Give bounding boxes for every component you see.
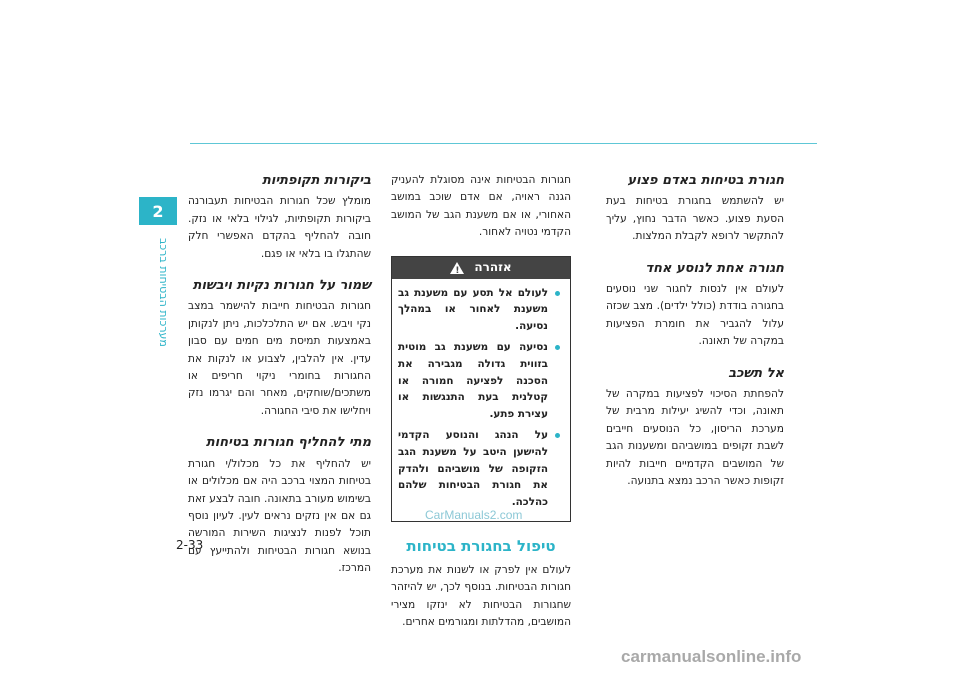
- column-left: [188, 172, 371, 578]
- heading-keep-clean-dry: שמור על חגורות נקיות ויבשות: [192, 278, 371, 294]
- warning-header: [392, 257, 570, 279]
- warning-triangle-icon: [450, 262, 464, 274]
- heading-one-belt-one-person: חגורה אחת לנוסע אחד: [645, 260, 784, 276]
- heading-do-not-lie-down: אל תשכב: [728, 365, 784, 381]
- paragraph-one-belt-one-person: לעולם אין לנסות לחגור שני נוסעים בחגורה בודדת (כולל ילדים). מצב שכזה עלול להגביר את חומרת הפציעות במקרה של תאונה.: [606, 283, 784, 348]
- warning-box: [391, 256, 571, 523]
- paragraph-periodic-inspection: מומלץ שכל חגורות הבטיחות תעבורנה ביקורות תקופתיות, לגילוי בלאי או נזק. חובה להחליף בהקדם האפשרי חלק שהתגלו בו בלאי או פגם.: [188, 195, 371, 260]
- paragraph-keep-clean-dry: חגורות הבטיחות חייבות להישמר במצב נקי ויבש. אם יש התלכלכות, ניתן לנקותן באמצעות תמיסת מים חמים עם סבון עדין. אין להלבין, לצבוע או לנקות את החגורות בחומרי ניקוי חריפים או משתכים/שוחקים, מאחר והם יגרמו נזק ויחלישו את סיבי החגורה.: [188, 300, 371, 417]
- warning-list: [392, 279, 570, 522]
- heading-belt-care: טיפול בחגורת בטיחות: [406, 537, 556, 556]
- warning-title: אזהרה: [474, 259, 512, 274]
- paragraph-injured-person: יש להשתמש בחגורת בטיחות בעת הסעת פצוע. כאשר הדבר נחוץ, עליך להתקשר לרופא לקבלת המלצות.: [606, 195, 784, 243]
- watermark-carmanuals2: CarManuals2.com: [425, 508, 523, 522]
- paragraph-reclined-seat: חגורות הבטיחות אינה מסוגלת להעניק הגנה ראויה, אם אדם שוכב במושב האחורי, או אם משענת הגב של המושב הקדמי נטויה לאחור.: [391, 174, 571, 239]
- chapter-title-vertical: מערכות הבטיחות ברכב: [157, 238, 170, 347]
- warning-item: על הנהג והנוסע הקדמי להישען היטב על משענת הגב הזקופה של מושביהם ולהדק את חגורת הבטיחות שלהם כהלכה.: [398, 427, 562, 510]
- heading-periodic-inspection: ביקורות תקופתיות: [261, 173, 371, 188]
- chapter-number-tab: 2: [139, 197, 177, 225]
- heading-when-to-replace: מתי להחליף חגורות בטיחות: [205, 435, 371, 451]
- column-right: [606, 172, 784, 491]
- warning-item: לעולם אל תסע עם משענת גב משענת לאחור או במהלך נסיעה.: [398, 285, 562, 335]
- paragraph-do-not-lie-down: להפחתת הסיכוי לפציעות במקרה של תאונה, וכדי להשיג יעילות מרבית של מערכת הריסון, כל הנוסעים חייבים לשבת זקופים במושביהם ומשענות הגב של המושבים הקדמיים חייבות להיות זקופות כאשר הרכב נמצא בתנועה.: [606, 388, 784, 488]
- page-number: 2-33: [176, 538, 204, 552]
- heading-injured-person: חגורת בטיחות באדם פצוע: [627, 173, 784, 188]
- paragraph-belt-care: לעולם אין לפרק או לשנות את מערכת חגורות הבטיחות. בנוסף לכך, יש להיזהר שחגורות הבטיחות לא ינזקו מצירי המושבים, מהדלתות ומגורמים אחרים.: [391, 563, 571, 628]
- warning-item: נסיעה עם משענת גב מוטית בזווית גדולה מגבירה את הסכנה לפציעה חמורה או קטלנית בעת התנגשות או עצירת פתע.: [398, 339, 562, 422]
- watermark-carmanualsonline: carmanualsonline.info: [621, 647, 802, 666]
- header-divider: [190, 143, 817, 144]
- column-middle: [391, 172, 571, 631]
- paragraph-when-to-replace: יש להחליף את כל מכלול/י חגורת בטיחות המצוי ברכב היה אם מכלולים או בשימוש מעורב בתאונה. חובה לבצע זאת גם אם אין נזקים נראים לעין. לעיון נוסף תוכל לפנות לנציגות השירות המורשה בנושא חגורות הבטיחות ולהתייעץ עם המרכז.: [188, 457, 371, 575]
